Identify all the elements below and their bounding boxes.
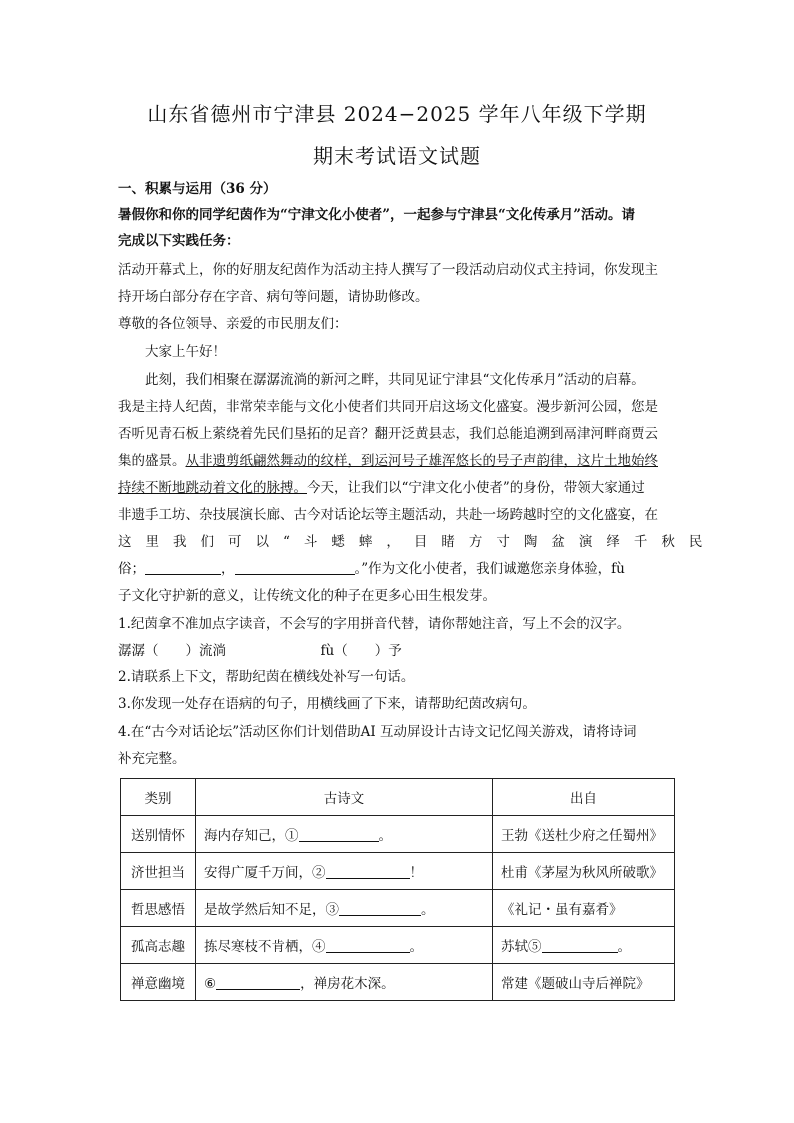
poem-blank-6[interactable] — [216, 973, 300, 990]
fill-blank-2[interactable] — [235, 558, 355, 575]
speech-line-8-comma: ， — [221, 561, 235, 577]
poem-text: ！ — [409, 865, 423, 881]
source-cell: 《礼记・虽有嘉肴》 — [493, 890, 675, 927]
speech-line-1: 此刻，我们相聚在潺潺流淌的新河之畔，共同见证宁津县“文化传承月”活动的启幕。 — [145, 372, 645, 388]
question-3: 3.你发现一处存在语病的句子，用横线画了下来，请帮助纪茵改病句。 — [118, 696, 536, 712]
poem-cell — [196, 890, 493, 927]
underlined-sentence-part-2: 持续不断地跳动着文化的脉搏。 — [118, 480, 307, 496]
speech-line-3: 否听见青石板上萦绕着先民们垦拓的足音？翻开泛黄县志，我们总能追溯到鬲津河畔商贾云 — [118, 426, 658, 442]
question-4-line-2: 补充完整。 — [118, 751, 186, 767]
source-cell: 王勃《送杜少府之任蜀州》 — [493, 816, 675, 853]
header-source: 出自 — [493, 779, 675, 816]
poem-cell — [196, 964, 493, 1001]
speech-line-5 — [118, 475, 678, 501]
poem-text: 是故学然后知不足，③ — [204, 902, 339, 918]
intro-line-2: 完成以下实践任务： — [118, 233, 240, 249]
source-blank-5[interactable] — [542, 936, 618, 953]
exam-title-line2: 期末考试语文试题 — [313, 144, 481, 168]
speech-line-8-end: 。”作为文化小使者，我们诚邀您亲身体验，fù — [354, 561, 625, 577]
category-cell: 孤高志趣 — [121, 927, 196, 964]
table-header-row — [121, 779, 675, 816]
underlined-sentence-part-1: 从非遗剪纸翩然舞动的纹样，到运河号子雄浑悠长的号子声韵律，这片土地始终 — [185, 453, 658, 469]
speech-line-2: 我是主持人纪茵，非常荣幸能与文化小使者们共同开启这场文化盛宴。漫步新河公园，您是 — [118, 399, 658, 415]
speech-line-7: 这里我们可以“斗蟋蟀，目睹方寸陶盆演绎千秋民 — [118, 534, 717, 550]
source-cell — [493, 927, 675, 964]
exam-title-line1: 山东省德州市宁津县 2024−2025 学年八年级下学期 — [147, 102, 647, 126]
poem-text: 安得广厦千万间，② — [204, 865, 326, 881]
poem-text: ，禅房花木深。 — [300, 976, 395, 992]
poetry-table — [120, 778, 675, 1001]
poem-blank-1[interactable] — [299, 825, 379, 842]
speech-line-4 — [118, 448, 678, 474]
table-row — [121, 890, 675, 927]
intro-line-1: 暑假你和你的同学纪茵作为“宁津文化小使者”，一起参与宁津县“文化传承月”活动。请 — [118, 207, 636, 223]
speech-line-8 — [118, 556, 678, 582]
category-cell: 禅意幽境 — [121, 964, 196, 1001]
category-cell: 送别情怀 — [121, 816, 196, 853]
poem-text: 海内存知己，① — [204, 828, 299, 844]
fill-blank-1[interactable] — [145, 558, 221, 575]
category-cell: 济世担当 — [121, 853, 196, 890]
poem-cell — [196, 853, 493, 890]
poem-text: 。 — [378, 828, 392, 844]
poem-blank-4[interactable] — [326, 936, 410, 953]
header-poem: 古诗文 — [196, 779, 493, 816]
speech-salutation: 尊敬的各位领导、亲爱的市民朋友们： — [118, 316, 348, 332]
speech-line-8-start: 俗； — [118, 561, 145, 577]
question-2: 2.请联系上下文，帮助纪茵在横线处补写一句话。 — [118, 669, 415, 685]
speech-line-9: 子文化守护新的意义，让传统文化的种子在更多心田生根发芽。 — [118, 588, 496, 604]
task-line-1: 活动开幕式上，你的好朋友纪茵作为活动主持人撰写了一段活动启动仪式主持词，你发现主 — [118, 262, 658, 278]
speech-greeting: 大家上午好！ — [145, 344, 226, 360]
section-heading: 一、积累与运用（36 分） — [118, 181, 277, 197]
table-row — [121, 853, 675, 890]
category-cell: 哲思感悟 — [121, 890, 196, 927]
table-row — [121, 927, 675, 964]
question-1: 1.纪茵拿不准加点字读音，不会写的字用拼音代替，请你帮她注音，写上不会的汉字。 — [118, 616, 631, 632]
speech-line-5-plain: 今天，让我们以“宁津文化小使者”的身份，带领大家通过 — [307, 480, 645, 496]
question-4-line-1: 4.在“古今对话论坛”活动区你们计划借助AI 互动屏设计古诗文记忆闯关游戏，请将诗词 — [118, 724, 637, 740]
speech-line-6: 非遗手工坊、杂技展演长廊、古今对话论坛等主题活动，共赴一场跨越时空的文化盛宴，在 — [118, 507, 658, 523]
poem-cell — [196, 927, 493, 964]
source-text: 苏轼⑤ — [501, 939, 542, 955]
question-1-fill: 潺潺（ ）流淌 fù（ ）予 — [118, 643, 402, 659]
poem-text: 。 — [421, 902, 435, 918]
source-text: 。 — [617, 939, 631, 955]
source-cell: 常建《题破山寺后禅院》 — [493, 964, 675, 1001]
task-line-2: 持开场白部分存在字音、病句等问题，请协助修改。 — [118, 289, 429, 305]
poem-cell — [196, 816, 493, 853]
poem-blank-3[interactable] — [339, 899, 421, 916]
table-row — [121, 964, 675, 1001]
poem-text: 。 — [409, 939, 423, 955]
poem-blank-2[interactable] — [326, 862, 410, 879]
poem-text: ⑥ — [204, 976, 217, 992]
speech-line-4-plain: 集的盛景。 — [118, 453, 186, 469]
header-category: 类别 — [121, 779, 196, 816]
source-cell: 杜甫《茅屋为秋风所破歌》 — [493, 853, 675, 890]
table-row — [121, 816, 675, 853]
poem-text: 拣尽寒枝不肯栖，④ — [204, 939, 326, 955]
